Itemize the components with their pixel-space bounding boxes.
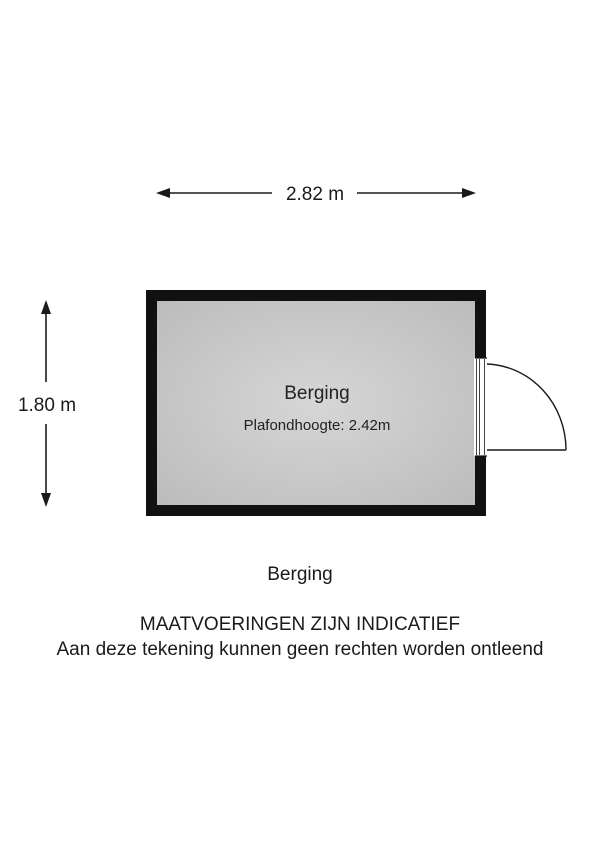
width-dimension	[156, 184, 476, 205]
arrow-up-icon	[41, 300, 51, 314]
arrow-down-icon	[41, 493, 51, 507]
height-label: 1.80 m	[17, 395, 77, 416]
door-opening	[474, 358, 487, 456]
room-ceiling-height: Plafondhoogte: 2.42m	[243, 417, 391, 434]
room-berging	[146, 290, 566, 516]
door-swing-arc	[487, 364, 566, 450]
arrow-left-icon	[156, 188, 170, 198]
arrow-right-icon	[462, 188, 476, 198]
disclaimer-line-2: Aan deze tekening kunnen geen rechten worden ontleend	[56, 639, 544, 660]
floor-caption: Berging	[267, 564, 333, 585]
disclaimer-line-1: MAATVOERINGEN ZIJN INDICATIEF	[139, 614, 461, 635]
width-label: 2.82 m	[285, 184, 345, 205]
height-dimension	[18, 300, 76, 507]
room-name: Berging	[284, 383, 350, 404]
